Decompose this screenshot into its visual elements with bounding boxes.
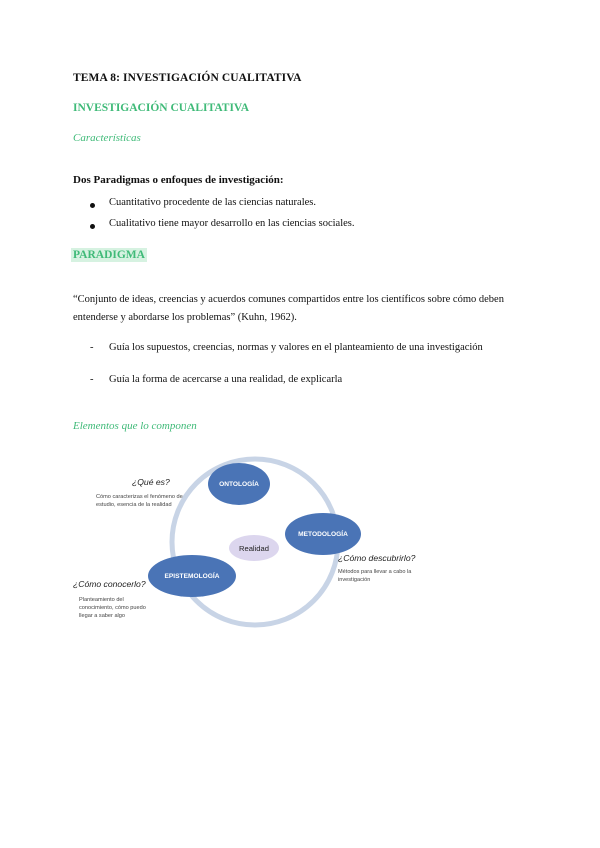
dash-marker: -	[90, 342, 94, 353]
list-item: Cualitativo tiene mayor desarrollo en las ciencias sociales.	[109, 218, 355, 229]
node-epistemologia-label: EPISTEMOLOGÍA	[164, 573, 220, 580]
ontologia-desc-line: Cómo caracterizas el fenómeno de	[96, 494, 183, 500]
epistemologia-desc-line: llegar a saber algo	[79, 613, 126, 619]
node-metodologia-label: METODOLOGÍA	[298, 531, 348, 538]
list-item: Cuantitativo procedente de las ciencias naturales.	[109, 197, 317, 208]
dash-marker: -	[90, 374, 94, 385]
metodologia-desc-line: investigación	[338, 577, 371, 583]
node-ontologia-label: ONTOLOGÍA	[219, 481, 259, 488]
section-heading: INVESTIGACIÓN CUALITATIVA	[73, 102, 250, 114]
subheading-caracteristicas: Características	[73, 132, 141, 144]
paradigma-heading: PARADIGMA	[73, 249, 145, 261]
epistemologia-question: ¿Cómo conocerlo?	[73, 579, 146, 589]
elementos-heading: Elementos que lo componen	[73, 420, 197, 432]
ontologia-desc-line: estudio, esencia de la realidad	[96, 502, 172, 508]
node-metodologia	[285, 513, 361, 555]
epistemologia-desc-line: conocimiento, cómo puedo	[79, 605, 146, 611]
center-label: Realidad	[239, 544, 269, 553]
metodologia-desc-line: Métodos para llevar a cabo la	[338, 569, 412, 575]
epistemologia-desc-line: Planteamiento del	[79, 597, 124, 603]
metodologia-question: ¿Cómo descubrirlo?	[338, 553, 416, 563]
page-title: TEMA 8: INVESTIGACIÓN CUALITATIVA	[73, 72, 302, 84]
paradigms-intro: Dos Paradigmas o enfoques de investigación:	[73, 174, 284, 186]
list-item: Guía los supuestos, creencias, normas y valores en el planteamiento de una investigación	[109, 342, 483, 353]
node-ontologia	[208, 463, 270, 505]
node-epistemologia	[148, 555, 236, 597]
definition-paragraph: “Conjunto de ideas, creencias y acuerdos comunes compartidos entre los científicos sobre cómo deben entenderse y abordarse los problemas” (Kuhn, 1962).	[73, 294, 504, 323]
ontologia-question: ¿Qué es?	[132, 477, 170, 487]
list-item: Guía la forma de acercarse a una realidad, de explicarla	[109, 374, 343, 385]
